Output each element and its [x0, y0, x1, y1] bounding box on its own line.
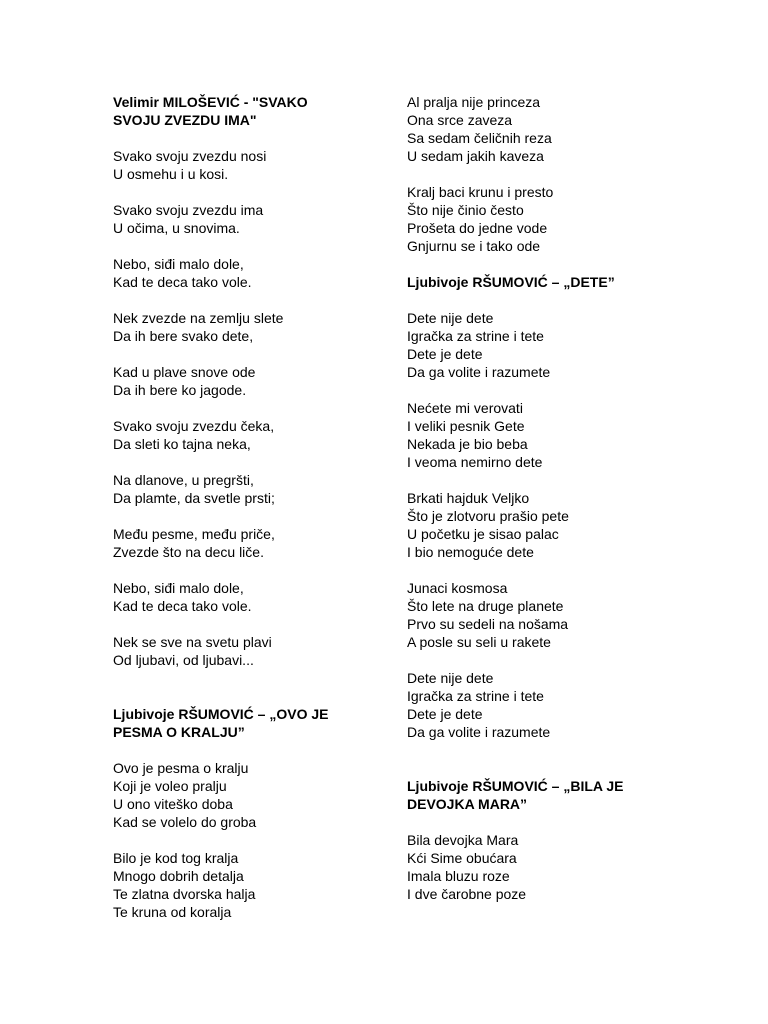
- verse-line: Al pralja nije princeza: [407, 94, 541, 110]
- verse-line: Da plamte, da svetle prsti;: [113, 490, 275, 506]
- verse-line: Mnogo dobrih detalja: [113, 868, 244, 884]
- verse-line: Dete je dete: [407, 346, 483, 362]
- verse-line: Igračka za strine i tete: [407, 688, 544, 704]
- verse-line: I veoma nemirno dete: [407, 454, 543, 470]
- verse-line: Gnjurnu se i tako ode: [407, 238, 541, 254]
- verse-line: Ovo je pesma o kralju: [113, 760, 249, 776]
- verse-line: Te kruna od koralja: [113, 904, 232, 920]
- verse-line: Da ga volite i razumete: [407, 364, 551, 380]
- verse-line: U sedam jakih kaveza: [407, 148, 544, 164]
- verse-line: U ono viteško doba: [113, 796, 233, 812]
- stanza: [407, 93, 687, 165]
- verse-line: U početku je sisao palac: [407, 526, 559, 542]
- stanza: [113, 525, 373, 561]
- verse-line: Što nije činio često: [407, 202, 524, 218]
- verse-line: Kći Sime obućara: [407, 850, 517, 866]
- poem-ovo-je-pesma-o-kralju: [113, 705, 373, 921]
- verse-line: Da ih bere svako dete,: [113, 328, 254, 344]
- stanza: [113, 849, 373, 921]
- stanza: [407, 183, 687, 255]
- verse-line: Nebo, siđi malo dole,: [113, 580, 244, 596]
- verse-line: U očima, u snovima.: [113, 220, 240, 236]
- stanza: [407, 831, 687, 903]
- poem-title: Velimir MILOŠEVIĆ - "SVAKO SVOJU ZVEZDU IMA": [113, 94, 308, 128]
- verse-line: Te zlatna dvorska halja: [113, 886, 256, 902]
- stanza: [113, 255, 373, 291]
- stanza: [113, 579, 373, 615]
- stanza: [113, 633, 373, 669]
- verse-line: Dete nije dete: [407, 310, 494, 326]
- poem-svako-svoju-zvezdu-ima: [113, 93, 373, 669]
- verse-line: Što lete na druge planete: [407, 598, 564, 614]
- verse-line: Svako svoju zvezdu ima: [113, 202, 264, 218]
- verse-line: Od ljubavi, od ljubavi...: [113, 652, 254, 668]
- stanza: [113, 417, 373, 453]
- verse-line: Prošeta do jedne vode: [407, 220, 548, 236]
- verse-line: Što je zlotvoru prašio pete: [407, 508, 569, 524]
- verse-line: Bilo je kod tog kralja: [113, 850, 239, 866]
- verse-line: Zvezde što na decu liče.: [113, 544, 264, 560]
- stanza: [113, 759, 373, 831]
- poem-dete: [407, 273, 687, 741]
- verse-line: Kad te deca tako vole.: [113, 274, 252, 290]
- verse-line: Nebo, siđi malo dole,: [113, 256, 244, 272]
- verse-line: Među pesme, među priče,: [113, 526, 275, 542]
- poem-title: Ljubivoje RŠUMOVIĆ – „DETE”: [407, 274, 615, 290]
- verse-line: Svako svoju zvezdu čeka,: [113, 418, 275, 434]
- stanza: [113, 147, 373, 183]
- stanza: [407, 489, 687, 561]
- right-column: [407, 93, 687, 903]
- stanza: [113, 363, 373, 399]
- verse-line: Dete nije dete: [407, 670, 494, 686]
- verse-line: A posle su seli u rakete: [407, 634, 551, 650]
- verse-line: Kad te deca tako vole.: [113, 598, 252, 614]
- stanza: [407, 579, 687, 651]
- stanza: [407, 399, 687, 471]
- verse-line: Ona srce zaveza: [407, 112, 513, 128]
- verse-line: Svako svoju zvezdu nosi: [113, 148, 267, 164]
- verse-line: Koji je voleo pralju: [113, 778, 227, 794]
- poem-ovo-je-pesma-o-kralju-continued: [407, 93, 687, 255]
- verse-line: Dete je dete: [407, 706, 483, 722]
- poem-bila-je-devojka-mara: [407, 777, 687, 903]
- verse-line: I bio nemoguće dete: [407, 544, 534, 560]
- stanza: [113, 471, 373, 507]
- left-column: [113, 93, 373, 921]
- verse-line: Bila devojka Mara: [407, 832, 519, 848]
- stanza: [407, 309, 687, 381]
- verse-line: I dve čarobne poze: [407, 886, 527, 902]
- stanza: [407, 669, 687, 741]
- poem-title: Ljubivoje RŠUMOVIĆ – „BILA JE DEVOJKA MARA”: [407, 778, 624, 812]
- verse-line: Junaci kosmosa: [407, 580, 508, 596]
- verse-line: Nećete mi verovati: [407, 400, 523, 416]
- verse-line: Nek se sve na svetu plavi: [113, 634, 272, 650]
- verse-line: Sa sedam čeličnih reza: [407, 130, 552, 146]
- verse-line: Prvo su sedeli na nošama: [407, 616, 569, 632]
- verse-line: Igračka za strine i tete: [407, 328, 544, 344]
- verse-line: Na dlanove, u pregršti,: [113, 472, 254, 488]
- verse-line: Nek zvezde na zemlju slete: [113, 310, 284, 326]
- poem-title: Ljubivoje RŠUMOVIĆ – „OVO JE PESMA O KRALJU”: [113, 706, 329, 740]
- verse-line: Kralj baci krunu i presto: [407, 184, 554, 200]
- stanza: [113, 201, 373, 237]
- stanza: [113, 309, 373, 345]
- verse-line: Brkati hajduk Veljko: [407, 490, 530, 506]
- verse-line: Da ih bere ko jagode.: [113, 382, 247, 398]
- verse-line: Imala bluzu roze: [407, 868, 510, 884]
- verse-line: Da sleti ko tajna neka,: [113, 436, 251, 452]
- verse-line: Nekada je bio beba: [407, 436, 528, 452]
- verse-line: Kad u plave snove ode: [113, 364, 256, 380]
- verse-line: I veliki pesnik Gete: [407, 418, 525, 434]
- verse-line: U osmehu i u kosi.: [113, 166, 229, 182]
- verse-line: Kad se volelo do groba: [113, 814, 257, 830]
- verse-line: Da ga volite i razumete: [407, 724, 551, 740]
